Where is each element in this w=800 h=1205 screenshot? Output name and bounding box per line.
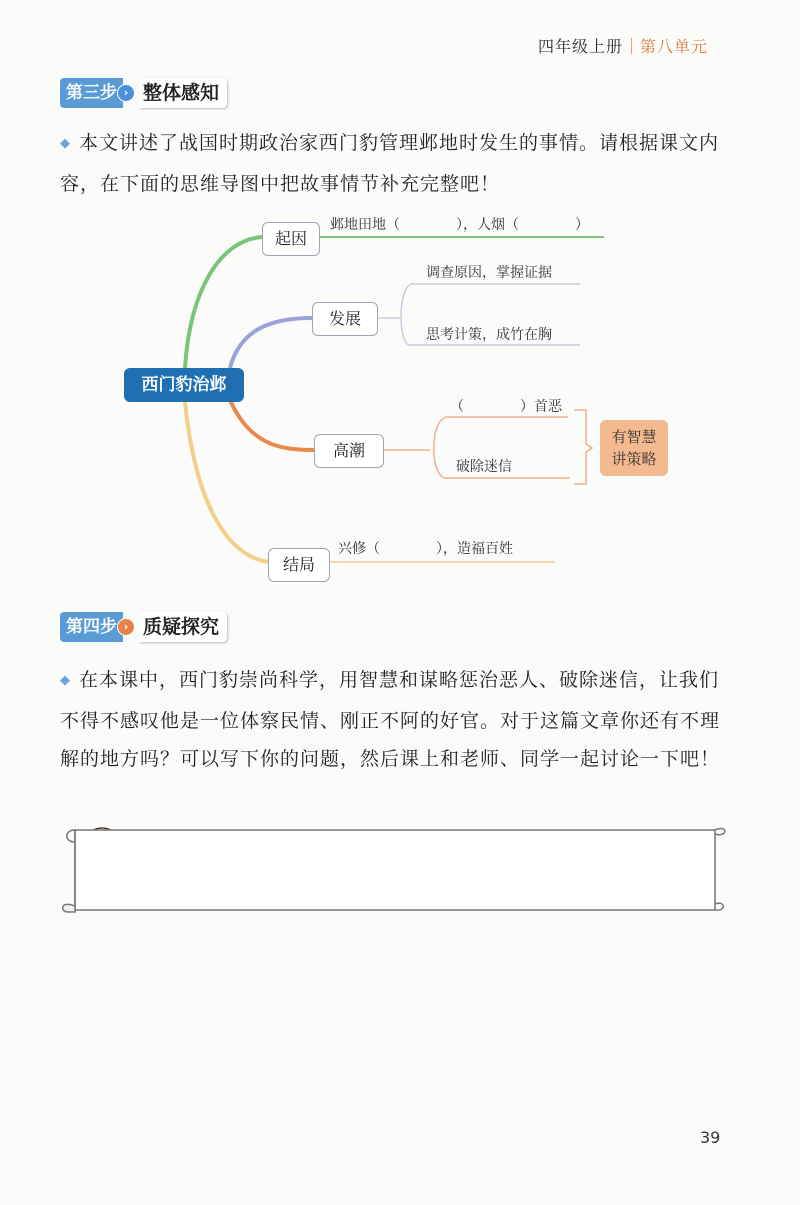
- leaf-climax-2: 破除迷信: [456, 459, 512, 475]
- leaf-development-1: 调查原因，掌握证据: [426, 265, 552, 281]
- chevron-right-icon: ›: [117, 84, 135, 102]
- step3-tag: 第三步: [60, 78, 123, 108]
- diamond-bullet-icon: ◆: [60, 673, 71, 688]
- node-climax: 高潮: [314, 434, 384, 468]
- answer-scroll[interactable]: [60, 820, 740, 920]
- node-ending: 结局: [268, 548, 330, 582]
- badge-wisdom: [600, 420, 668, 476]
- mind-map-center: 西门豹治邺: [124, 368, 244, 402]
- badge-line-2: 讲策略: [611, 450, 657, 468]
- step4-heading: [60, 612, 227, 642]
- leaf-development-2: 思考计策，成竹在胸: [426, 327, 552, 343]
- leaf-ending: 兴修（ ），造福百姓: [338, 541, 513, 557]
- step4-title: 质疑探究: [139, 612, 227, 642]
- step3-instruction: [60, 124, 720, 203]
- step3-heading: [60, 78, 227, 108]
- mind-map: [0, 200, 800, 600]
- unit-label: 第八单元: [639, 37, 708, 56]
- node-cause: 起因: [262, 222, 320, 256]
- diamond-bullet-icon: ◆: [60, 136, 71, 151]
- step3-text: 本文讲述了战国时期政治家西门豹管理邺地时发生的事情。请根据课文内容，在下面的思维导图中把故事情节补充完整吧！: [60, 132, 720, 195]
- step4-tag: 第四步: [60, 612, 123, 642]
- header-divider: [631, 38, 632, 54]
- page-number: 39: [700, 1128, 721, 1147]
- node-development: 发展: [312, 302, 378, 336]
- step4-instruction: [60, 661, 720, 778]
- page-header: [538, 34, 708, 57]
- step4-text: 在本课中，西门豹崇尚科学，用智慧和谋略惩治恶人、破除迷信，让我们不得不感叹他是一位体察民情、刚正不阿的好官。对于这篇文章你还有不理解的地方吗？可以写下你的问题，然后课上和老师、同学一起讨论一下吧！: [60, 669, 721, 770]
- grade-label: 四年级上册: [537, 37, 623, 56]
- step3-title: 整体感知: [139, 78, 227, 108]
- leaf-cause: 邺地田地（ ），人烟（ ）: [330, 217, 589, 233]
- badge-line-1: 有智慧: [611, 428, 657, 446]
- chevron-right-icon: ›: [117, 618, 135, 636]
- leaf-climax-1: （ ）首恶: [450, 399, 562, 415]
